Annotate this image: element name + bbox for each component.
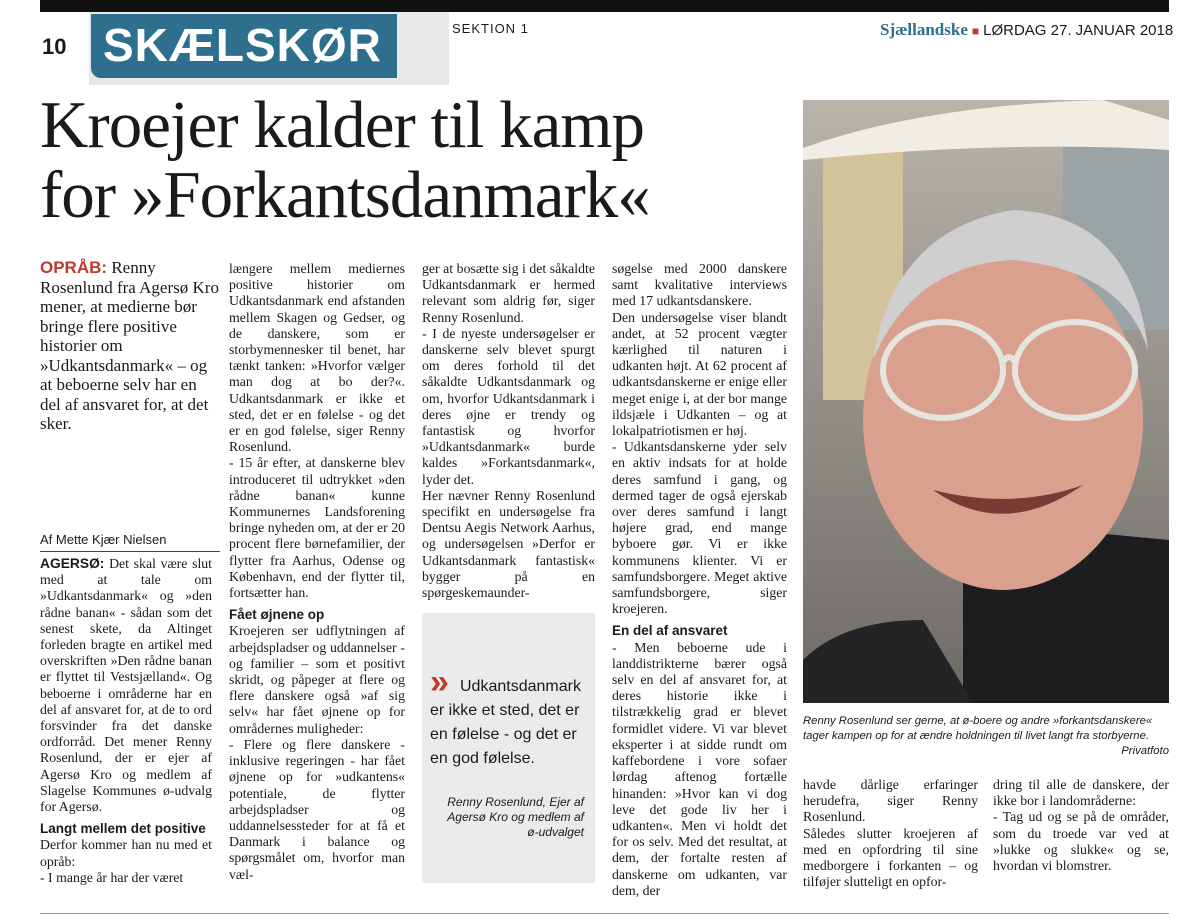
issue-date: LØRDAG 27. JANUAR 2018 [983,22,1174,39]
section-name: SKÆLSKØR [103,19,382,71]
col6-paragraph-1: dring til alle de danskere, der ikke bor i landområderne: [993,777,1169,809]
article-column-1 [40,556,212,886]
lead-paragraph [40,258,220,434]
pull-quote-box [422,613,595,883]
bottom-rule [40,913,1169,914]
lead-kicker: OPRÅB: [40,258,108,277]
article-column-5 [803,777,978,890]
col4-paragraph-2: Den undersøgelse viser blandt andet, at 52 procent vægter kærlighed til naturen i udkanten højt. At 62 procent af udkantsdanskerne er enige eller meget enige i, at der bor mange ildsjæle i Udkanten – og at lokalpatriotismen er høj. [612,309,787,439]
pull-quote-text: Udkantsdanmark er ikke et sted, det er en følelse - og det er en god følelse. [430,678,581,767]
square-bullet-icon: ■ [971,24,980,38]
paper-name: Sjællandske [880,20,968,39]
col2-paragraph-4: - Flere og flere danskere - inklusive regeringen - har fået øjnene op for »udkantens« potentiale, de flytter arbejdspladser og uddannelsessteder for at få et Danmark i balance og spørgsmålet om, hvorfor man væl- [229,736,405,882]
photo-credit: Privatfoto [1121,745,1169,757]
article-column-6 [993,777,1169,874]
caption-text: Renny Rosenlund ser gerne, at ø-boere og andre »forkantsdanskere« tager kampen op for at ændre holdningen til livet langt fra storbyerne. [803,715,1153,742]
article-column-2 [229,261,405,883]
pull-quote-attribution: Renny Rosenlund, Ejer af Agersø Kro og medlem af ø-udvalget [447,795,584,839]
col2-paragraph-2: - 15 år efter, at danskerne blev introduceret til udtrykket »den rådne banan« kunne Kommunernes Landsforening bringe nyheden om, at der er 20 procent flere børnefamilier, der flytter fra Aarhus, Odense og København, end der flytter til, fortsætter han. [229,455,405,601]
col1-paragraph-1: Det skal være slut med at tale om »Udkantsdanmark« og »den rådne banan« - sådan som det senest skete, da Altinget forleden bragte en artikel med overskriften »Den rådne banan er flyttet til Vestsjælland«. Og beboerne i områderne har en del af ansvaret for, at de to ord forsvinder fra det danske ordforråd. Det mener Renny Rosenlund, der er ejer af Agersø Kro og medlem af Slagelse Kommunes ø-udvalg for Agersø. [40,556,213,815]
col5-paragraph-2: Således slutter kroejeren af med en opfordring til sine medborgere i forkanten – og tilføjer slutteligt en opfor- [803,825,978,890]
col2-paragraph-1: længere mellem mediernes positive historier om Udkantsdanmark end afstanden mellem Skagen og Gedser, og de danskere, som er storbymennesker til benet, har tænkt tanken: »Hvorfor vælger man dog at bo der?«. Udkantsdanmark er ikke et sted, det er en følelse - og det er en god følelse, siger Renny Rosenlund. [229,261,405,455]
col3-paragraph-3: Her nævner Renny Rosenlund specifikt en undersøgelse fra Dentsu Aegis Network Aarhus, og undersøgelsen »Derfor er Udkantsdanmark fantastisk« bygger på en spørgeskemaunder- [422,487,595,601]
col6-paragraph-2: - Tag ud og se på de områder, som du troede var ved at »lukke og slukke« og se, hvordan vi blomstrer. [993,809,1169,874]
col5-paragraph-1: havde dårlige erfaringer herudefra, siger Renny Rosenlund. [803,777,978,825]
sektion-label: SEKTION 1 [452,21,529,36]
article-column-3 [422,261,595,601]
top-rule [40,0,1169,12]
photo-caption [803,714,1169,759]
col4-paragraph-1: søgelse med 2000 danskere samt kvalitative interviews med 17 udkantsdanskere. [612,261,787,309]
headline [40,90,650,230]
byline: Af Mette Kjær Nielsen [40,532,220,552]
lead-text: Renny Rosenlund fra Agersø Kro mener, at medierne bør bringe flere positive historier om »Udkantsdanmark« – og at beboerne selv har en del af ansvaret for, at det sker. [40,258,219,433]
col4-paragraph-4: - Men beboerne ude i landdistrikterne bærer også selv en del af ansvaret for, at deres historie ikke i tilstrækkelig grad er blevet formidlet videre. Vi var blevet eksperter i at sidde rundt om kaffebordene i vore sofaer lørdag aftenog fortælle hinanden: »Hvor kan vi dog leve det gode liv her i udkanten«. Men vi holdt det for os selv. Med det resultat, at dem, der fortalte resten af danskerne om udkanten, var dem, der [612,639,787,898]
col1-paragraph-3: - I mange år har der været [40,869,184,885]
col4-paragraph-3: - Udkantsdanskerne yder selv en aktiv indsats for at holde deres samfund i gang, og dermed tager de også ejerskab over deres samfund i langt højere grad, end mange byboere gør. Vi er ikke kommunens klienter. Vi er samfundsborgere. Meget aktive samfundsborgere, siger kroejeren. [612,439,787,617]
subheading-faaet-oejnene: Fået øjnene op [229,607,325,623]
headline-line-1: Kroejer kalder til kamp [40,88,644,162]
subheading-langt-mellem: Langt mellem det positive [40,821,206,837]
section-tab [91,14,397,78]
col3-paragraph-2: - I de nyeste undersøgelser er danskerne selv blevet spurgt om deres forhold til det såkaldte Udkantsdanmark og om, hvorfor Udkantsdanmark i deres øjne er trendy og fantastisk og hvorfor »Udkantsdanmark« burde kaldes »Forkantsdanmark«, lyder det. [422,325,595,487]
quote-mark-icon: » [430,663,449,701]
dateline-place: AGERSØ: [40,556,105,571]
masthead [880,20,1173,40]
portrait-photo [803,100,1169,703]
col2-paragraph-3: Kroejeren ser udflytningen af arbejdspladser og uddannelser - og familier – som et positivt skridt, og påpeger at flere og flere danskere også »af sig selv« har fået øjnene op for områdernes muligheder: [229,623,405,736]
page-number: 10 [42,34,67,59]
col1-paragraph-2: Derfor kommer han nu med et opråb: [40,837,212,869]
article-column-4 [612,261,787,899]
headline-line-2: for »Forkantsdanmark« [40,158,650,232]
col3-paragraph-1: ger at bosætte sig i det såkaldte Udkantsdanmark er hermed relevant som aldrig før, siger Renny Rosenlund. [422,261,595,325]
subheading-en-del-af-ansvaret: En del af ansvaret [612,623,728,639]
